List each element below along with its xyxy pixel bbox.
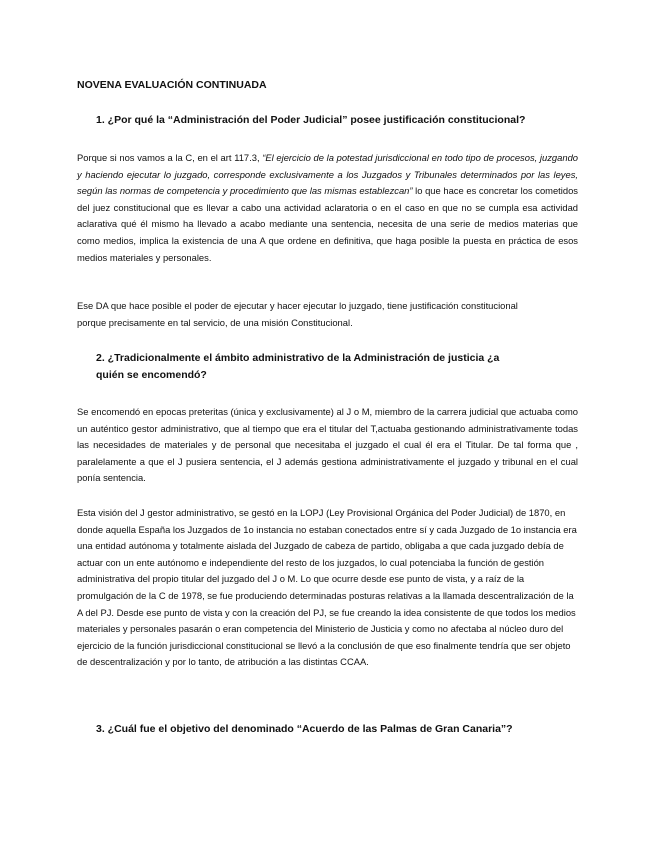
answer-1-paragraph-2: Ese DA que hace posible el poder de ejecutar y hacer ejecutar lo juzgado, tiene justificación constitucional porque precisamente en tal servicio, de una misión Constitucional.	[77, 300, 518, 328]
answer-2-paragraph-1: Se encomendó en epocas preteritas (única y exclusivamente) al J o M, miembro de la carrera judicial que actuaba como un auténtico gestor administrativo, que al tiempo que era el titular del T,actuaba gestionando administrativamente todas las necesidades de materiales y de personal que necesitaba el juzgado el cual él era el Titular. De tal forma que , paralelamente a que el J pusiera sentencia, el J además gestiona administrativamente el juzgado y tribunal en el cual ponía sentencia.	[77, 406, 578, 484]
answer-1-paragraph-1	[77, 150, 578, 266]
answer-1-intro: Porque si nos vamos a la C, en el art 117.3,	[77, 152, 263, 163]
question-2: 2. ¿Tradicionalmente el ámbito administrativo de la Administración de justicia ¿a quién se encomendó?	[96, 352, 500, 381]
answer-2-paragraph-2: Esta visión del J gestor administrativo, se gestó en la LOPJ (Ley Provisional Orgánica del Poder Judicial) de 1870, en donde aquella España los Juzgados de 1o instancia no estaban conectados entre sí y cada Juzgado de 1o instancia era una entidad autónoma y totalmente aislada del Juzgado de cabeza de partido, obligaba a que cada juzgado debía de actuar con un ente autónomo e independiente del resto de los juzgados, lo cual potenciaba la función de gestión administrativa del propio titular del juzgado del J o M. Lo que ocurre desde ese punto de vista, y a raíz de la promulgación de la C de 1978, se fue produciendo determinadas posturas relativas a la llamada descentralización de la A del PJ. Desde ese punto de vista y con la creación del PJ, se fue creando la idea consistente de que todos los medios materiales y personales pasarán o eran competencia del Ministerio de Justicia y como no afectaba al núcleo duro del ejercicio de la función jurisdiccional constitucional se llevó a la conclusión de que eso finalmente tendría que ser objeto de descentralización y por lo tanto, de atribución a las distintas CCAA.	[77, 507, 577, 668]
question-1: 1. ¿Por qué la “Administración del Poder Judicial” posee justificación constitucional?	[96, 114, 526, 126]
question-3: 3. ¿Cuál fue el objetivo del denominado “Acuerdo de las Palmas de Gran Canaria”?	[96, 723, 513, 735]
answer-1-body: lo que hace es concretar los cometidos del juez constitucional que es llevar a cabo una actividad aclaratoria o en el caso en que no se cumpla esa actividad aclarativa qué él mismo ha llevado a acabo mediante una sentencia, necesita de una serie de medios materias que como medios, implica la existencia de una A que ordene en definitiva, que haga posible la puesta en práctica de esos medios materiales y personales.	[77, 185, 578, 263]
document-title: NOVENA EVALUACIÓN CONTINUADA	[77, 79, 267, 91]
constitution-quote: “El ejercicio de la potestad jurisdiccional en todo tipo de procesos, juzgando y haciendo ejecutar lo juzgado, corresponde exclusivamente a los Juzgados y Tribunales determinados por las leyes, según las normas de competencia y procedimiento que las mismas establezcan”	[77, 152, 578, 197]
